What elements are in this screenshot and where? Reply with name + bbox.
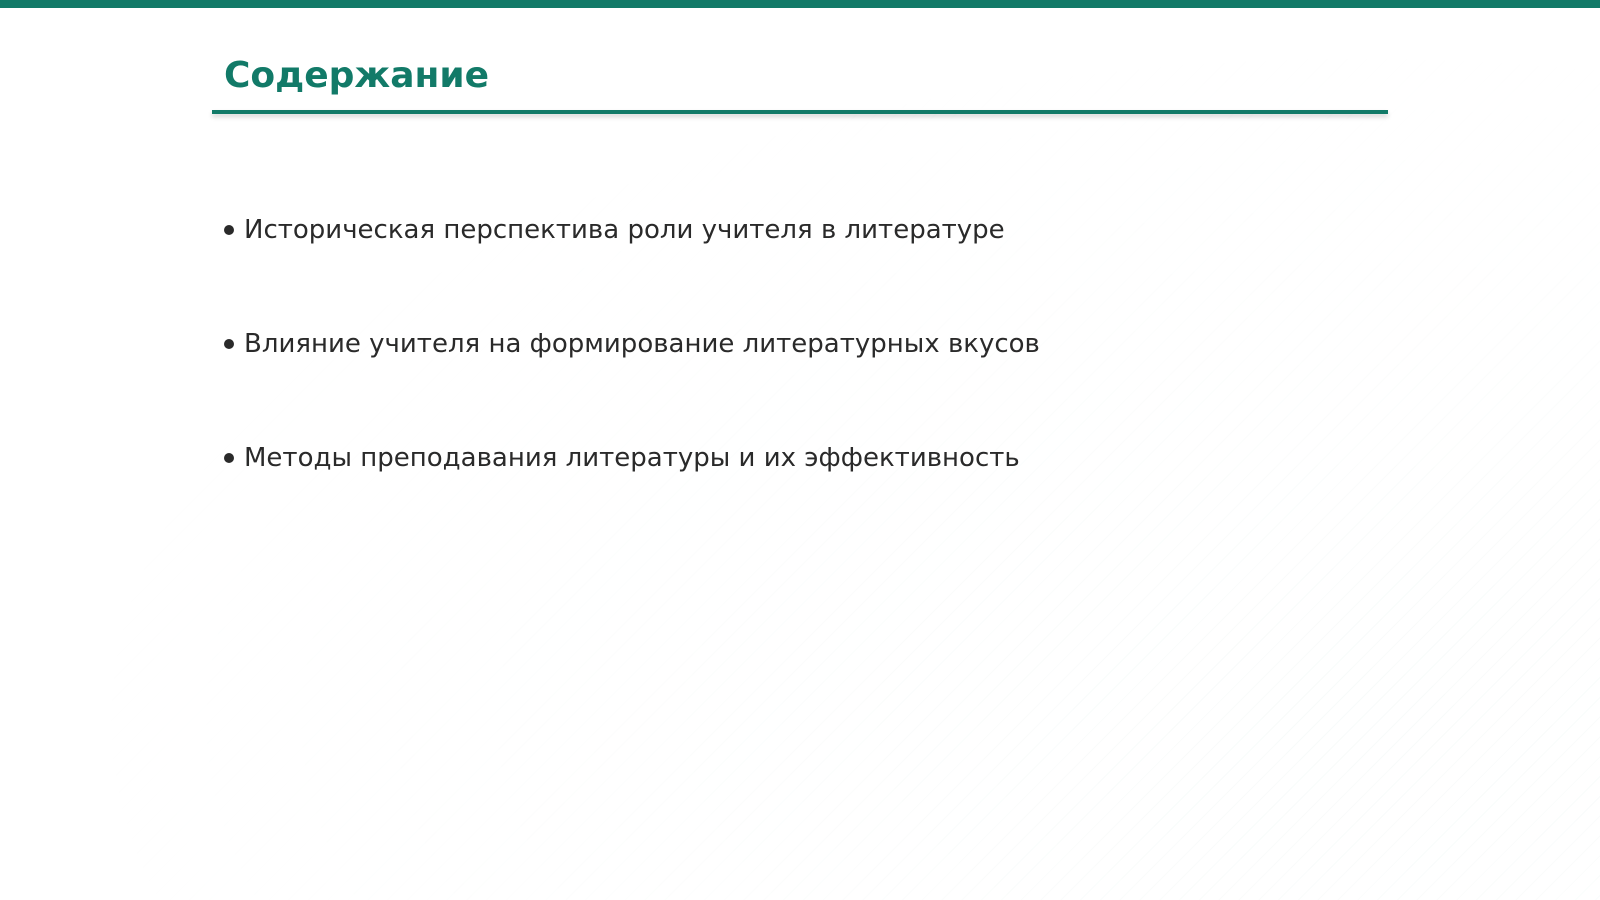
top-accent-bar <box>0 0 1600 8</box>
slide-title: Содержание <box>224 55 490 96</box>
list-item-label: Методы преподавания литературы и их эффективность <box>244 443 1020 473</box>
list-item <box>224 322 1040 366</box>
contents-list <box>224 208 1040 550</box>
list-item <box>224 436 1040 480</box>
list-item-label: Историческая перспектива роли учителя в литературе <box>244 215 1005 245</box>
title-underline <box>212 110 1388 114</box>
bullet-icon <box>224 453 234 463</box>
bullet-icon <box>224 225 234 235</box>
bullet-icon <box>224 339 234 349</box>
list-item-label: Влияние учителя на формирование литературных вкусов <box>244 329 1040 359</box>
list-item <box>224 208 1040 252</box>
